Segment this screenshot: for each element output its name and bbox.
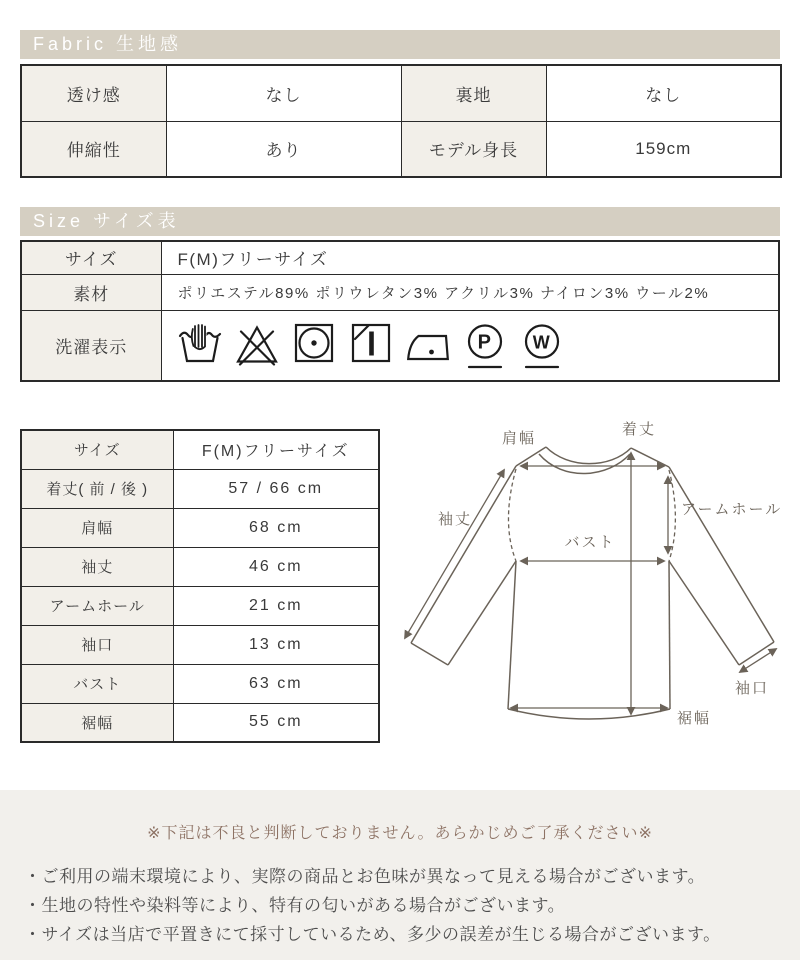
table-row <box>21 241 779 274</box>
table-row <box>21 121 781 177</box>
measure-value-size: F(M)フリーサイズ <box>173 430 379 469</box>
fabric-label-sheerness: 透け感 <box>21 65 166 121</box>
dry-clean-letter: P <box>477 331 492 354</box>
table-row <box>21 310 779 381</box>
spec-value-care <box>161 310 779 381</box>
line-dry-in-shade-icon <box>349 320 393 370</box>
table-row <box>21 469 379 508</box>
measure-value-cuff: 13 cm <box>173 625 379 664</box>
dry-clean-gentle-icon <box>463 320 507 370</box>
diagram-label-shoulder: 肩幅 <box>501 430 537 447</box>
wet-clean-letter: W <box>532 332 551 353</box>
diagram-label-hem: 裾幅 <box>677 710 712 727</box>
fabric-label-model-height: モデル身長 <box>401 121 546 177</box>
footer-notice: ※下記は不良と判断しておりません。あらかじめご了承ください※ <box>147 825 653 842</box>
spec-table <box>20 240 780 382</box>
fabric-label-stretch: 伸縮性 <box>21 121 166 177</box>
fabric-section-title: Fabric 生地感 <box>20 30 780 59</box>
care-symbol-strip <box>178 318 779 372</box>
fabric-table <box>20 64 782 178</box>
measurement-table <box>20 429 380 743</box>
footer-bullet-odor: ・生地の特性や染料等により、特有の匂いがある場合がございます。 <box>24 896 566 915</box>
measure-label-armhole: アームホール <box>21 586 173 625</box>
measure-label-shoulder: 肩幅 <box>21 508 173 547</box>
measurement-arrows <box>405 453 776 714</box>
fabric-value-lining: なし <box>546 65 781 121</box>
measure-label-hem: 裾幅 <box>21 703 173 742</box>
measure-label-length: 着丈( 前 / 後 ) <box>21 469 173 508</box>
measure-value-sleeve: 46 cm <box>173 547 379 586</box>
spec-label-material: 素材 <box>21 274 161 310</box>
spec-value-size: F(M)フリーサイズ <box>161 241 779 274</box>
size-section-title: Size サイズ表 <box>20 207 780 236</box>
spec-value-material: ポリエステル89% ポリウレタン3% アクリル3% ナイロン3% ウール2% <box>161 274 779 310</box>
measure-label-cuff: 袖口 <box>21 625 173 664</box>
diagram-label-sleeve: 袖丈 <box>437 511 473 528</box>
measure-value-bust: 63 cm <box>173 664 379 703</box>
garment-measurement-diagram <box>388 413 800 749</box>
fabric-value-sheerness: なし <box>166 65 401 121</box>
do-not-bleach-icon <box>235 320 279 370</box>
footer-bullet-sizing: ・サイズは当店で平置きにて採寸しているため、多少の誤差が生じる場合がございます。 <box>24 925 721 944</box>
table-row <box>21 65 781 121</box>
fabric-label-lining: 裏地 <box>401 65 546 121</box>
measure-value-length: 57 / 66 cm <box>173 469 379 508</box>
table-row <box>21 274 779 310</box>
measure-label-bust: バスト <box>21 664 173 703</box>
footer-notes <box>0 790 800 960</box>
iron-low-icon <box>406 320 450 370</box>
table-row <box>21 547 379 586</box>
spec-label-size: サイズ <box>21 241 161 274</box>
garment-outline <box>411 447 774 719</box>
table-row <box>21 664 379 703</box>
hand-wash-icon <box>178 320 222 370</box>
measure-value-shoulder: 68 cm <box>173 508 379 547</box>
measure-label-sleeve: 袖丈 <box>21 547 173 586</box>
table-row <box>21 430 379 469</box>
measure-value-armhole: 21 cm <box>173 586 379 625</box>
table-row <box>21 625 379 664</box>
table-row <box>21 586 379 625</box>
diagram-label-cuff: 袖口 <box>734 680 770 697</box>
footer-bullet-list <box>0 862 800 949</box>
fabric-value-stretch: あり <box>166 121 401 177</box>
table-row <box>21 703 379 742</box>
spec-label-care: 洗濯表示 <box>21 310 161 381</box>
diagram-label-armhole: アームホール <box>681 501 783 518</box>
tumble-dry-low-icon <box>292 320 336 370</box>
table-row <box>21 508 379 547</box>
footer-bullet-color: ・ご利用の端末環境により、実際の商品とお色味が異なって見える場合がございます。 <box>24 867 706 886</box>
diagram-label-length: 着丈 <box>621 421 657 438</box>
diagram-label-bust: バスト <box>564 534 616 551</box>
measure-value-hem: 55 cm <box>173 703 379 742</box>
wet-clean-gentle-icon <box>520 320 564 370</box>
fabric-value-model-height: 159cm <box>546 121 781 177</box>
measure-label-size: サイズ <box>21 430 173 469</box>
